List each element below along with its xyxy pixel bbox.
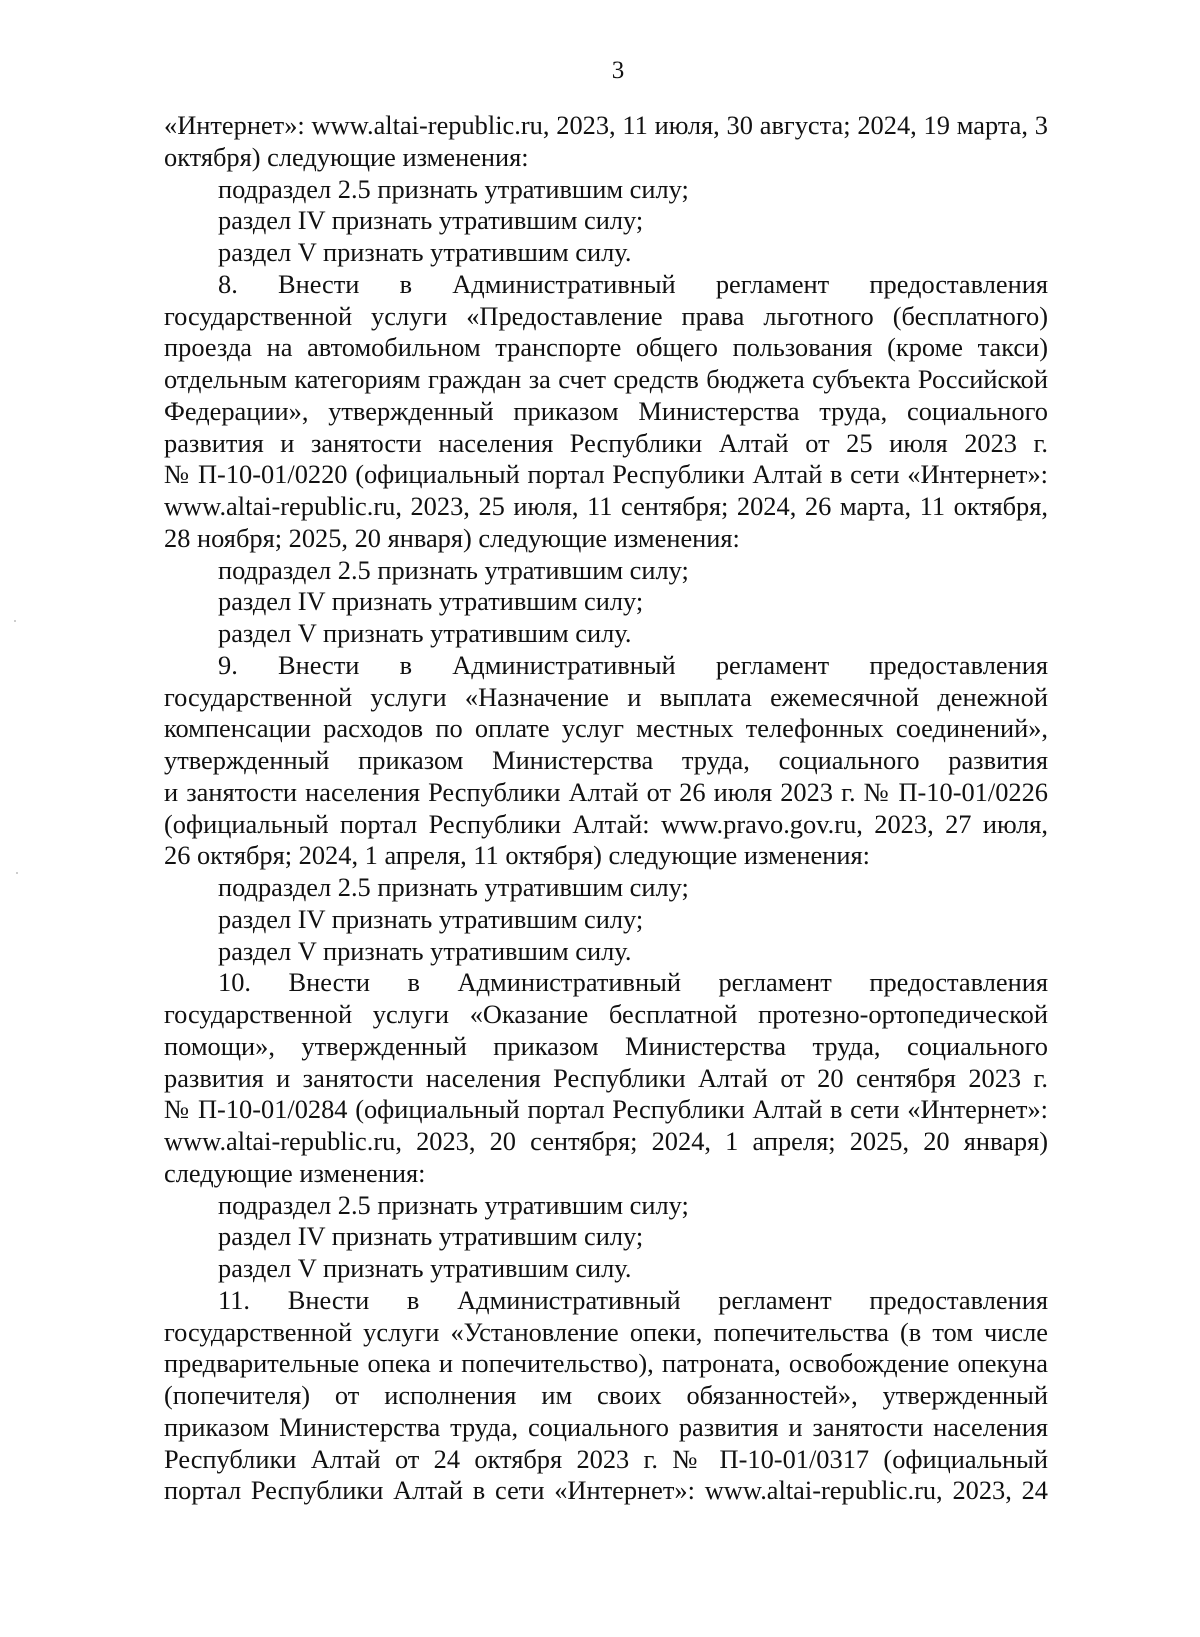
paragraph-line-indented: раздел V признать утратившим силу. — [218, 618, 632, 648]
paragraph-line: Республики Алтай от 24 октября 2023 г. № П-10-01/0317 (официальный — [164, 1443, 1048, 1474]
paragraph-line: отдельным категориям граждан за счет средств бюджета субъекта Российской — [164, 364, 1048, 394]
paragraph-line: и занятости населения Республики Алтай от 26 июля 2023 г. № П-10-01/0226 — [164, 776, 1048, 807]
paragraph-line: 28 ноября; 2025, 20 января) следующие изменения: — [164, 522, 740, 553]
paragraph-line-indented: 11. Внести в Административный регламент предоставления — [218, 1284, 1048, 1315]
paragraph-line: государственной услуги «Предоставление права льготного (бесплатного) — [164, 300, 1048, 331]
scan-speck — [14, 620, 16, 622]
paragraph-line: www.altai-republic.ru, 2023, 25 июля, 11 сентября; 2024, 26 марта, 11 октября, — [164, 491, 1048, 521]
paragraph-line-indented: 10. Внести в Административный регламент предоставления — [218, 967, 1048, 998]
paragraph-line: государственной услуги «Установление опеки, попечительства (в том числе — [164, 1316, 1048, 1347]
paragraph-line: портал Республики Алтай в сети «Интернет»: www.altai-republic.ru, 2023, 24 — [164, 1475, 1048, 1506]
paragraph-line: помощи», утвержденный приказом Министерства труда, социального — [164, 1030, 1048, 1061]
paragraph-line-indented: подраздел 2.5 признать утратившим силу; — [218, 1189, 689, 1220]
paragraph-line-indented: 9. Внести в Административный регламент предоставления — [218, 649, 1048, 680]
paragraph-line: (официальный портал Республики Алтай: www.pravo.gov.ru, 2023, 27 июля, — [164, 808, 1048, 839]
paragraph-line: развития и занятости населения Республики Алтай от 20 сентября 2023 г. — [164, 1062, 1048, 1093]
paragraph-line-indented: раздел V признать утратившим силу. — [218, 1253, 632, 1283]
paragraph-line: государственной услуги «Назначение и выплата ежемесячной денежной — [164, 681, 1048, 712]
paragraph-line: приказом Министерства труда, социального развития и занятости населения — [164, 1411, 1048, 1442]
paragraph-line-indented: раздел IV признать утратившим силу; — [218, 1221, 644, 1252]
page-number: 3 — [611, 57, 625, 84]
paragraph-line-indented: раздел V признать утратившим силу. — [218, 935, 632, 966]
paragraph-line: октября) следующие изменения: — [164, 141, 529, 172]
paragraph-line: проезда на автомобильном транспорте общего пользования (кроме такси) — [164, 332, 1048, 363]
paragraph-line: Федерации», утвержденный приказом Министерства труда, социального — [164, 395, 1048, 426]
paragraph-line-indented: подраздел 2.5 признать утратившим силу; — [218, 554, 689, 585]
paragraph-line-indented: раздел IV признать утратившим силу; — [218, 586, 644, 617]
scan-speck — [16, 872, 18, 874]
paragraph-line: утвержденный приказом Министерства труда, социального развития — [164, 745, 1048, 775]
paragraph-line: www.altai-republic.ru, 2023, 20 сентября; 2024, 1 апреля; 2025, 20 января) — [164, 1126, 1048, 1156]
paragraph-line: (попечителя) от исполнения им своих обязанностей», утвержденный — [164, 1380, 1048, 1410]
paragraph-line-indented: подраздел 2.5 признать утратившим силу; — [218, 173, 689, 204]
paragraph-line: № П-10-01/0284 (официальный портал Республики Алтай в сети «Интернет»: — [164, 1094, 1048, 1125]
paragraph-line: предварительные опека и попечительство), патроната, освобождение опекуна — [164, 1348, 1048, 1379]
paragraph-line-indented: раздел IV признать утратившим силу; — [218, 903, 644, 934]
paragraph-line-indented: раздел V признать утратившим силу. — [218, 237, 632, 267]
paragraph-line: следующие изменения: — [164, 1157, 426, 1188]
paragraph-line: развития и занятости населения Республики Алтай от 25 июля 2023 г. — [164, 427, 1048, 458]
paragraph-line: 26 октября; 2024, 1 апреля, 11 октября) следующие изменения: — [164, 840, 870, 871]
paragraph-line-indented: подраздел 2.5 признать утратившим силу; — [218, 872, 689, 902]
paragraph-line: № П-10-01/0220 (официальный портал Республики Алтай в сети «Интернет»: — [164, 459, 1048, 490]
paragraph-line: компенсации расходов по оплате услуг местных телефонных соединений», — [164, 713, 1048, 744]
paragraph-line: «Интернет»: www.altai-republic.ru, 2023, 11 июля, 30 августа; 2024, 19 марта, 3 — [164, 110, 1048, 140]
paragraph-line-indented: раздел IV признать утратившим силу; — [218, 205, 644, 236]
document-body — [164, 110, 1048, 1507]
paragraph-line: государственной услуги «Оказание бесплатной протезно-ортопедической — [164, 999, 1048, 1029]
paragraph-line-indented: 8. Внести в Административный регламент предоставления — [218, 268, 1048, 299]
